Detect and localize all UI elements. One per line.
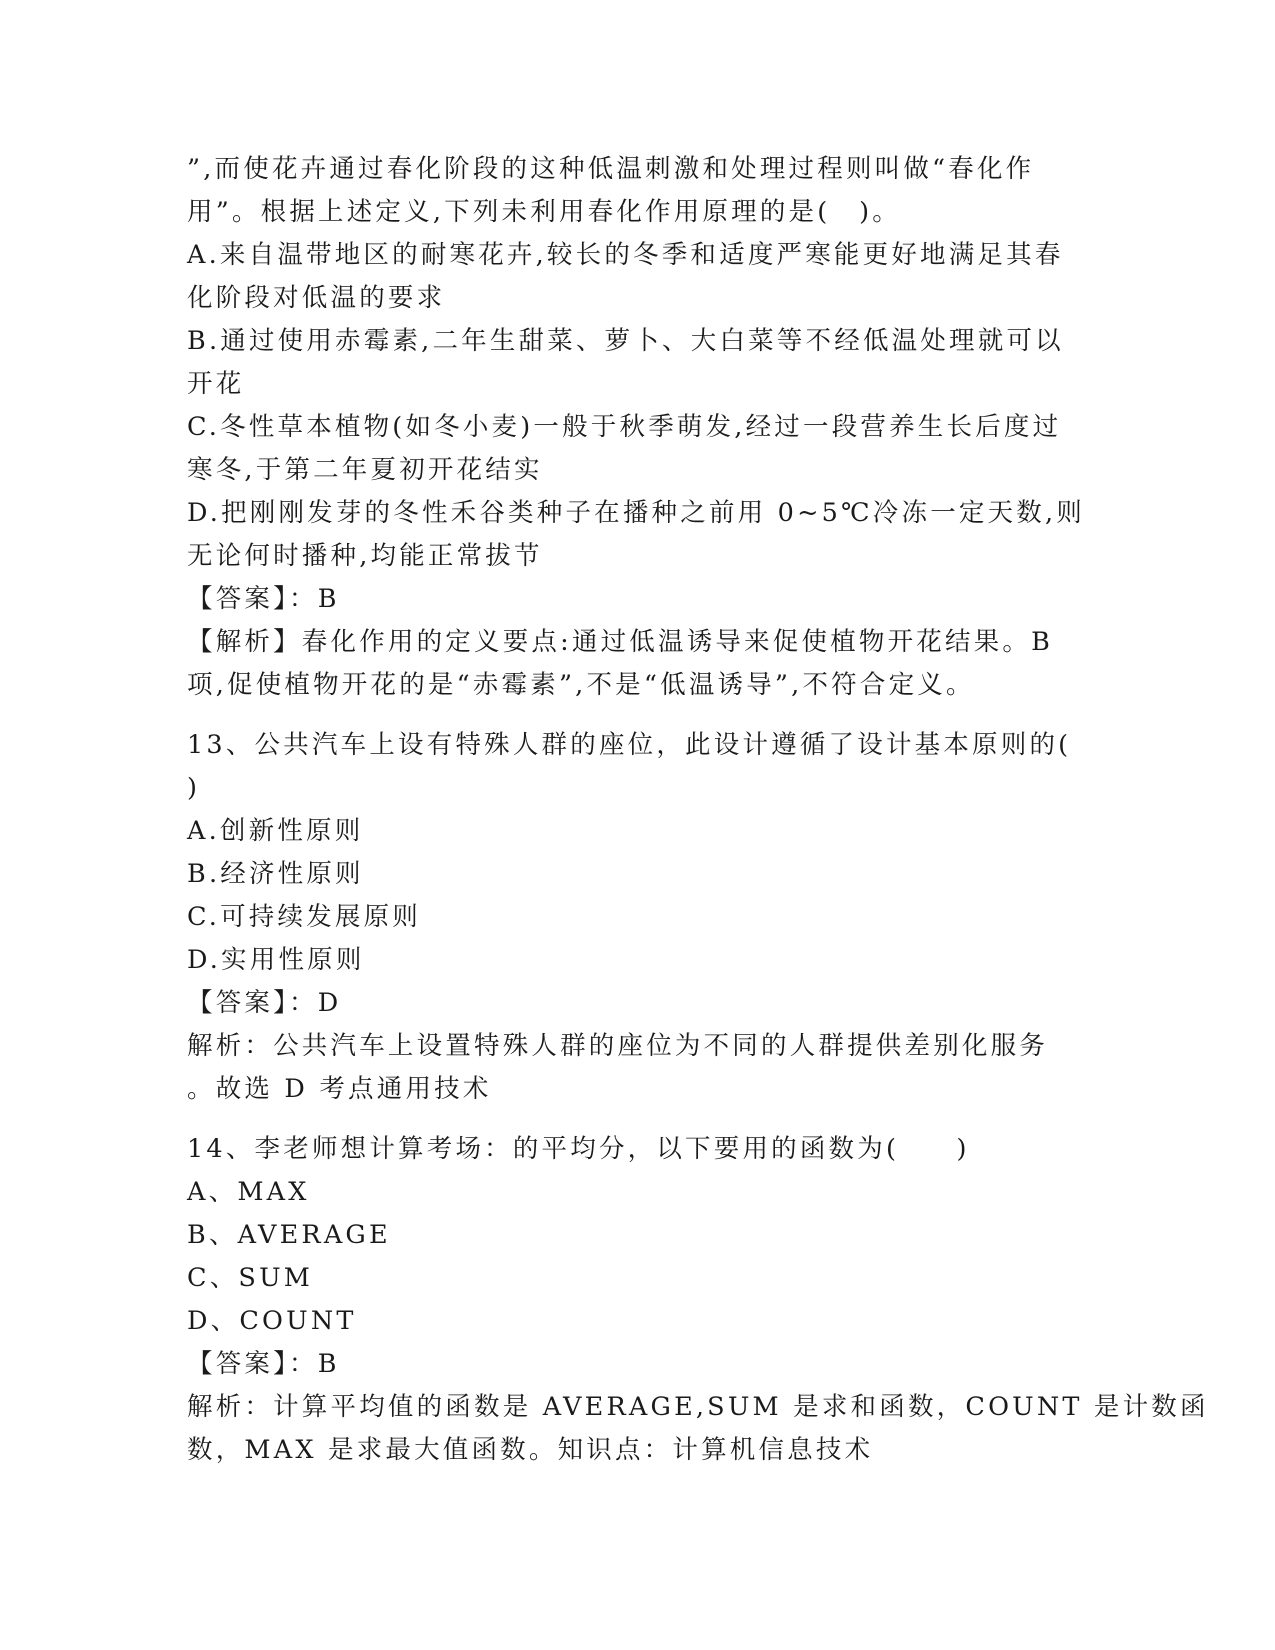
- option-c-line: C、SUM: [187, 1263, 314, 1293]
- option-a-line: A.创新性原则: [187, 816, 364, 846]
- analysis-line: 【解析】春化作用的定义要点:通过低温诱导来促使植物开花结果。B: [187, 627, 1054, 657]
- question-stem-line: 用”。根据上述定义,下列未利用春化作用原理的是( )。: [187, 197, 901, 227]
- spacer: [187, 1111, 1087, 1128]
- option-a-line: A.来自温带地区的耐寒花卉,较长的冬季和适度严寒能更好地满足其春: [187, 240, 1064, 270]
- analysis-line: 项,促使植物开花的是“赤霉素”,不是“低温诱导”,不符合定义。: [187, 670, 975, 700]
- option-d-line: D、COUNT: [187, 1306, 357, 1336]
- option-c-line: C.可持续发展原则: [187, 902, 422, 932]
- option-b-line: B.经济性原则: [187, 859, 364, 889]
- option-b-line: B、AVERAGE: [187, 1220, 391, 1250]
- option-d-line: 无论何时播种,均能正常拔节: [187, 541, 543, 571]
- analysis-line: 数，MAX 是求最大值函数。知识点：计算机信息技术: [187, 1435, 874, 1465]
- question-stem-line: 14、李老师想计算考场：的平均分，以下要用的函数为( ): [187, 1134, 970, 1164]
- analysis-line: 。故选 D 考点通用技术: [187, 1074, 492, 1104]
- question-stem-line: ”,而使花卉通过春化阶段的这种低温刺激和处理过程则叫做“春化作: [187, 154, 1035, 184]
- option-c-line: 寒冬,于第二年夏初开花结实: [187, 455, 543, 485]
- answer-line: 【答案】：D: [187, 988, 342, 1018]
- option-d-line: D.实用性原则: [187, 945, 365, 975]
- option-d-line: D.把刚刚发芽的冬性禾谷类种子在播种之前用 0~5℃冷冻一定天数,则: [187, 498, 1085, 528]
- question-stem-line: 13、公共汽车上设有特殊人群的座位，此设计遵循了设计基本原则的(: [187, 730, 1072, 760]
- analysis-line: 解析：公共汽车上设置特殊人群的座位为不同的人群提供差别化服务: [187, 1031, 1049, 1061]
- document-page: [187, 148, 1209, 1472]
- analysis-line: 解析：计算平均值的函数是 AVERAGE,SUM 是求和函数，COUNT 是计数函: [187, 1392, 1209, 1422]
- question-stem-line: ): [187, 773, 201, 803]
- answer-line: 【答案】：B: [187, 584, 340, 614]
- option-b-line: 开花: [187, 369, 245, 399]
- option-c-line: C.冬性草本植物(如冬小麦)一般于秋季萌发,经过一段营养生长后度过: [187, 412, 1062, 442]
- question-13: [187, 724, 1087, 1111]
- option-a-line: 化阶段对低温的要求: [187, 283, 446, 313]
- question-14: [187, 1128, 1209, 1472]
- question-12: [187, 148, 1087, 707]
- option-b-line: B.通过使用赤霉素,二年生甜菜、萝卜、大白菜等不经低温处理就可以: [187, 326, 1064, 356]
- answer-line: 【答案】：B: [187, 1349, 340, 1379]
- option-a-line: A、MAX: [187, 1177, 310, 1207]
- spacer: [187, 707, 1087, 724]
